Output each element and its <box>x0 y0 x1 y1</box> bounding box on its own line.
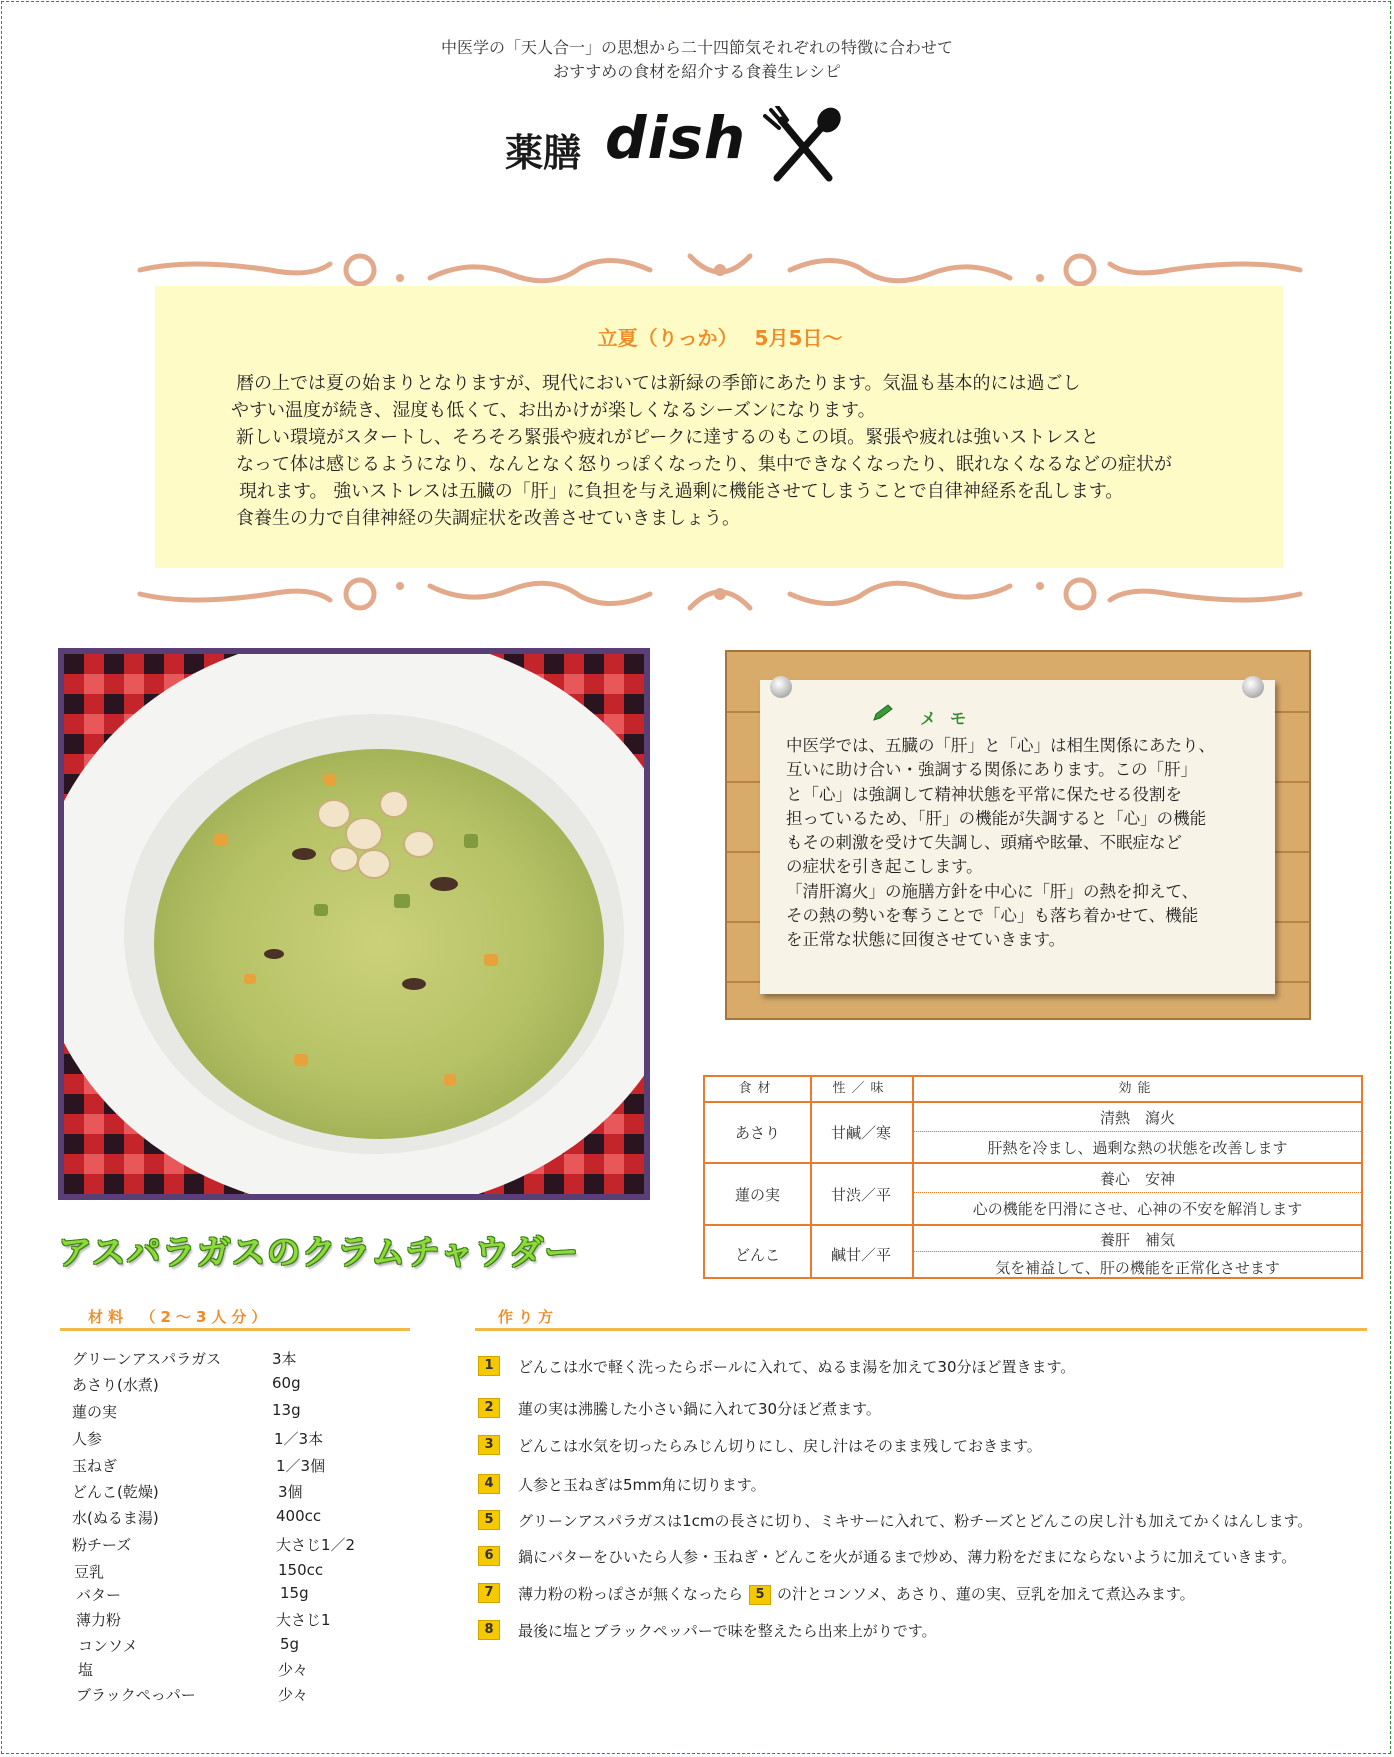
memo-title: メモ <box>920 709 981 728</box>
season-line: 現れます。 強いストレスは五臓の「肝」に負担を与え過剰に機能させてしまうことで自律神経系を乱します。 <box>239 481 1124 502</box>
table-divider <box>912 1251 1361 1252</box>
ingredient-qty: 150cc <box>278 1561 324 1579</box>
step-text: 人参と玉ねぎは5mm角に切ります。 <box>518 1476 766 1494</box>
step-text: どんこは水で軽く洗ったらボールに入れて、ぬるま湯を加えて30分ほど置きます。 <box>518 1358 1076 1376</box>
ornament-bottom <box>130 554 1310 616</box>
memo-line: と「心」は強調して精神状態を平常に保たせる役割を <box>786 784 1182 804</box>
ingredient-qty: 3本 <box>272 1350 297 1368</box>
dish-photo <box>58 648 650 1200</box>
brand-kanji: 薬膳 <box>505 130 582 175</box>
table-divider <box>705 1224 1361 1226</box>
memo-line: 中医学では、五臓の「肝」と「心」は相生関係にあたり、 <box>786 736 1215 755</box>
ingredient-name: 玉ねぎ <box>72 1457 118 1475</box>
step-text-part: の汁とコンソメ、あさり、蓮の実、豆乳を加えて煮込みます。 <box>777 1585 1195 1603</box>
ingredient-qty: 400cc <box>276 1507 322 1525</box>
ingredient-name: ブラックぺっパー <box>76 1686 196 1704</box>
memo-line: を正常な状態に回復させていきます。 <box>786 930 1066 950</box>
ingredient-qty: 1／3本 <box>274 1430 324 1448</box>
memo-card <box>760 680 1275 994</box>
memo-line: もその刺激を受けて失調し、頭痛や眩暈、不眠症など <box>786 833 1182 853</box>
season-line: やすい温度が続き、湿度も低くて、お出かけが楽しくなるシーズンになります。 <box>231 400 876 421</box>
ingredient-qty: 少々 <box>278 1661 309 1679</box>
step-number: 5 <box>478 1510 500 1530</box>
memo-line: 互いに助け合い・強調する関係にあります。この「肝」 <box>786 760 1198 780</box>
step-text <box>518 1583 1195 1605</box>
intro-line-1: 中医学の「天人合一」の思想から二十四節気それぞれの特徴に合わせて <box>440 38 953 57</box>
step-number: 2 <box>478 1398 500 1418</box>
ingredient-name: 塩 <box>78 1661 94 1679</box>
season-line: 新しい環境がスタートし、そろそろ緊張や疲れがピークに達するのもこの頃。緊張や疲れは強いストレスと <box>236 427 1099 448</box>
steps-rule <box>475 1328 1367 1331</box>
table-header: 効能 <box>1118 1081 1157 1096</box>
memo-line: 「清肝瀉火」の施膳方針を中心に「肝」の熱を抑えて、 <box>786 881 1199 901</box>
step-number: 3 <box>478 1435 500 1455</box>
table-header: 性／味 <box>832 1081 890 1096</box>
pencil-icon <box>872 704 894 722</box>
ingredient-name: 蓮の実 <box>72 1403 118 1421</box>
step-text: 鍋にバターをひいたら人参・玉ねぎ・どんこを火が通るまで炒め、薄力粉をだまにならないように加えていきます。 <box>518 1548 1297 1566</box>
table-header: 食材 <box>738 1081 777 1096</box>
step-number: 8 <box>478 1620 500 1640</box>
ingredient-name: どんこ(乾燥) <box>72 1483 159 1501</box>
step-text: グリーンアスパラガスは1cmの長さに切り、ミキサーに入れて、粉チーズとどんこの戻し汁も加えてかくはんします。 <box>518 1512 1313 1530</box>
memo-line: の症状を引き起こします。 <box>786 857 983 877</box>
chowder-illustration <box>64 654 644 1194</box>
ingredient-qty: 少々 <box>278 1686 309 1704</box>
step-text: 最後に塩とブラックペッパーで味を整えたら出来上がりです。 <box>518 1622 937 1640</box>
step-number: 7 <box>478 1583 500 1603</box>
ingredient-name: バター <box>76 1586 122 1604</box>
step-number: 1 <box>478 1356 500 1376</box>
table-divider <box>912 1192 1361 1193</box>
fork-spoon-icon <box>763 106 843 184</box>
step-ref-number: 5 <box>749 1585 771 1605</box>
table-divider <box>705 1101 1361 1103</box>
ingredient-qty: 60g <box>272 1374 301 1392</box>
memo-line: その熱の勢いを奪うことで「心」も落ち着かせて、機能 <box>786 906 1199 926</box>
ingredient-name: 人参 <box>72 1430 103 1448</box>
ingredient-name: 薄力粉 <box>76 1611 122 1629</box>
pushpin-icon <box>770 676 792 698</box>
season-line: なって体は感じるようになり、なんとなく怒りっぽくなったり、集中できなくなったり、眠れなくなるなどの症状が <box>236 454 1172 475</box>
ingredient-name: 粉チーズ <box>72 1536 132 1554</box>
memo-line: 担っているため、「肝」の機能が失調すると「心」の機能 <box>786 808 1207 828</box>
ingredient-qty: 1／3個 <box>276 1457 326 1475</box>
ingredient-qty: 大さじ1／2 <box>276 1536 356 1554</box>
table-cell: 養心 安神 <box>1099 1170 1175 1188</box>
intro-line-2: おすすめの食材を紹介する食養生レシピ <box>553 62 841 81</box>
step-text-part: 薄力粉の粉っぽさが無くなったら <box>518 1585 744 1603</box>
ingredient-qty: 3個 <box>278 1483 303 1501</box>
ingredient-qty: 5g <box>280 1635 300 1653</box>
season-line: 暦の上では夏の始まりとなりますが、現代においては新緑の季節にあたります。気温も基本的には過ごし <box>236 373 1081 394</box>
ingredient-name: グリーンアスパラガス <box>72 1350 222 1368</box>
table-cell: 甘渋／平 <box>830 1186 891 1204</box>
memo-body <box>786 734 1266 953</box>
brand-script: dish <box>605 104 747 172</box>
ingredient-name: コンソメ <box>78 1637 138 1655</box>
table-cell: 心の機能を円滑にさせ、心神の不安を解消します <box>972 1200 1303 1218</box>
table-cell: 肝熱を冷まし、過剰な熱の状態を改善します <box>987 1139 1288 1157</box>
table-cell: 蓮の実 <box>734 1186 780 1204</box>
ingredient-name: あさり(水煮) <box>72 1376 159 1394</box>
table-cell: 気を補益して、肝の機能を正常化させます <box>995 1259 1280 1277</box>
table-cell: あさり <box>734 1124 780 1142</box>
table-cell: 養肝 補気 <box>1099 1231 1175 1249</box>
ingredients-heading: 材料 （2～3人分） <box>88 1308 272 1326</box>
table-cell: どんこ <box>734 1246 780 1264</box>
table-divider <box>912 1131 1361 1132</box>
table-divider <box>705 1162 1361 1164</box>
steps-heading: 作り方 <box>498 1308 559 1326</box>
step-text: 蓮の実は沸騰した小さい鍋に入れて30分ほど煮ます。 <box>518 1400 881 1418</box>
table-cell: 甘鹹／寒 <box>830 1124 891 1142</box>
table-cell: 鹹甘／平 <box>830 1246 891 1264</box>
step-text: どんこは水気を切ったらみじん切りにし、戻し汁はそのまま残しておきます。 <box>518 1437 1042 1455</box>
step-number: 6 <box>478 1546 500 1566</box>
ingredient-qty: 大さじ1 <box>276 1611 331 1629</box>
ingredients-rule <box>60 1328 410 1331</box>
ingredient-name: 豆乳 <box>74 1563 105 1581</box>
ingredient-name: 水(ぬるま湯) <box>72 1509 159 1527</box>
dish-title: アスパラガスのクラムチャウダー <box>58 1233 580 1273</box>
table-cell: 清熱 瀉火 <box>1099 1109 1175 1127</box>
season-scroll-frame <box>130 248 1310 618</box>
season-line: 食養生の力で自律神経の失調症状を改善させていきましょう。 <box>236 508 740 529</box>
season-body <box>231 370 1236 532</box>
pushpin-icon <box>1242 676 1264 698</box>
herb-table <box>703 1075 1363 1279</box>
step-number: 4 <box>478 1474 500 1494</box>
ingredient-qty: 15g <box>280 1584 309 1602</box>
ingredient-qty: 13g <box>272 1401 301 1419</box>
season-title: 立夏（りっか） 5月5日～ <box>597 326 843 350</box>
